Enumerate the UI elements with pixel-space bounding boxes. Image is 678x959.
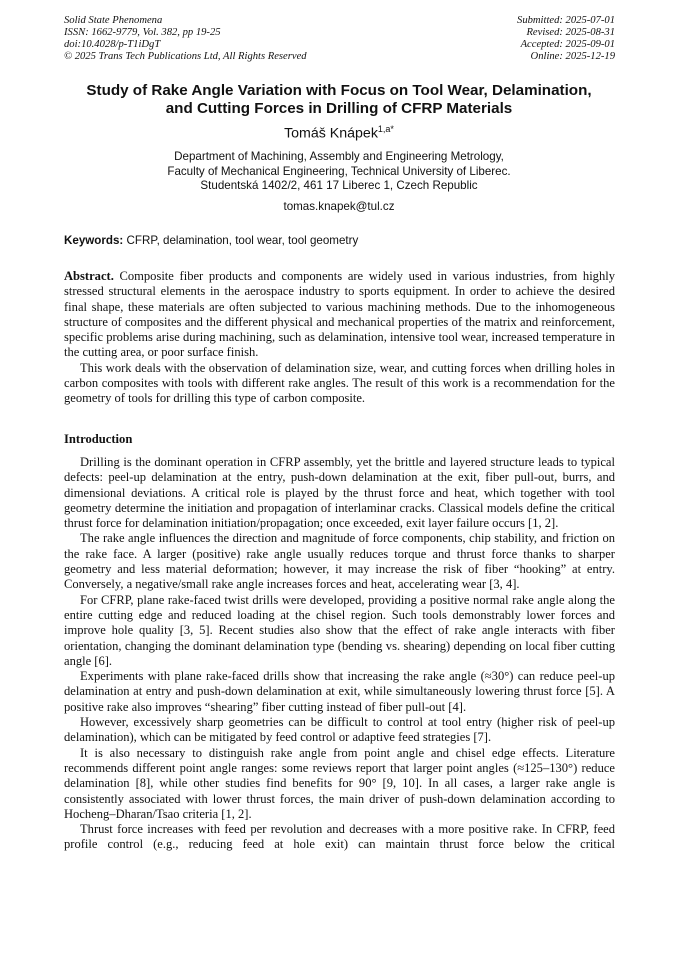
- copyright: © 2025 Trans Tech Publications Ltd, All Rights Reserved: [64, 51, 307, 62]
- author: [0, 124, 678, 142]
- issn-volume: ISSN: 1662-9779, Vol. 382, pp 19-25: [64, 27, 221, 38]
- doi[interactable]: doi:10.4028/p-T1iDgT: [64, 39, 161, 50]
- paper-title: [40, 82, 638, 117]
- abstract-paragraph: This work deals with the observation of delamination size, wear, and cutting forces when drilling holes in carbon composites with tools with different rake angles. The result of this work is a recommendation for the geometry of tools for drilling this type of carbon composite.: [64, 360, 615, 406]
- publication-dates: [517, 15, 615, 63]
- accepted-date: Accepted: 2025-09-01: [520, 39, 615, 50]
- paragraph: Thrust force increases with feed per revolution and decreases with a more positive rake. In CFRP, feed profile control (e.g., reducing feed at hole exit) can maintain thrust force below the critical: [64, 822, 615, 852]
- title-line-1: Study of Rake Angle Variation with Focus on Tool Wear, Delamination,: [86, 82, 592, 99]
- paragraph: Experiments with plane rake-faced drills show that increasing the rake angle (≈30°) can reduce peel-up delamination at entry and push-down delamination at exit, while simultaneously lowering thrust force [5]. A positive rake also improves “shearing” fiber cutting instead of fiber pull-out [4].: [64, 669, 615, 714]
- abstract-text: Composite fiber products and components are widely used in various industries, from highly stressed structural elements in the aerospace industry to sports equipment. In order to achieve the desired final shape, these materials are often subjected to various machining methods. Due to the inhomogeneous structure of composites and the different physical and mechanical properties of the matrix and reinforcement, specific problems arise during machining, such as delamination, intensive tool wear, increased temperature in the cutting area, or poor surface finish.: [64, 269, 615, 360]
- abstract-paragraph: [64, 269, 615, 361]
- section-heading-introduction: Introduction: [64, 432, 133, 446]
- author-superscript: 1,a*: [377, 124, 394, 134]
- introduction-body: [64, 455, 615, 853]
- affiliation-line: Faculty of Mechanical Engineering, Technical University of Liberec.: [167, 164, 511, 178]
- paragraph: For CFRP, plane rake-faced twist drills were developed, providing a positive normal rake angle along the entire cutting edge and reduced loading at the chisel region. Such tools demonstrably lower forces and improve hole quality [3, 5]. Recent studies also show that the effect of rake angle interacts with fiber orientation, changing the dominant delamination type (bending vs. shearing) depending on local fiber cutting angle [6].: [64, 592, 615, 668]
- author-name: Tomáš Knápek: [284, 125, 378, 142]
- affiliation-line: Studentská 1402/2, 461 17 Liberec 1, Czech Republic: [200, 179, 478, 192]
- keywords-label: Keywords:: [64, 234, 124, 247]
- title-line-2: and Cutting Forces in Drilling of CFRP Materials: [165, 99, 513, 117]
- journal-info: [64, 15, 307, 63]
- keywords: [64, 234, 358, 247]
- journal-name: Solid State Phenomena: [64, 15, 163, 26]
- abstract-label: Abstract.: [64, 269, 114, 283]
- author-email[interactable]: tomas.knapek@tul.cz: [283, 200, 395, 213]
- paragraph: It is also necessary to distinguish rake angle from point angle and chisel edge effects. Literature recommends different point angle ranges: some reviews report that larger point angles (≈125–130°) reduce delamination [8], while other studies find benefits for 90° [9, 10]. In all cases, a larger rake angle is consistently associated with lower thrust forces, the main driver of push-down delamination according to Hocheng–Dharan/Tsao criteria [1, 2].: [64, 745, 615, 821]
- submitted-date: Submitted: 2025-07-01: [517, 15, 615, 26]
- affiliation: [0, 150, 678, 194]
- abstract: [64, 269, 615, 407]
- affiliation-line: Department of Machining, Assembly and Engineering Metrology,: [174, 150, 504, 163]
- online-date: Online: 2025-12-19: [530, 51, 615, 62]
- paragraph: However, excessively sharp geometries can be difficult to control at tool entry (higher risk of peel-up delamination), which can be mitigated by feed control or adaptive feed strategies [7].: [64, 715, 615, 745]
- paragraph: The rake angle influences the direction and magnitude of force components, chip stability, and friction on the rake face. A larger (positive) rake angle usually reduces torque and thrust force thanks to sharper geometry and less material deformation; however, it may increase the risk of fiber “hooking” at entry. Conversely, a negative/small rake angle increases forces and heat, accelerating wear [3, 4].: [64, 531, 615, 592]
- keywords-text: CFRP, delamination, tool wear, tool geometry: [123, 234, 359, 247]
- paragraph: Drilling is the dominant operation in CFRP assembly, yet the brittle and layered structure leads to typical defects: peel-up delamination at the entry, push-down delamination at the exit, fiber pull-out, burrs, and dimensional deviations. A critical role is played by the thrust force and heat, which together with tool geometry determine the initiation and propagation of interlaminar cracks. Classical models define the critical thrust force for delamination initiation/propagation; once exceeded, exit layer failure occurs [1, 2].: [64, 455, 615, 531]
- revised-date: Revised: 2025-08-31: [526, 27, 615, 38]
